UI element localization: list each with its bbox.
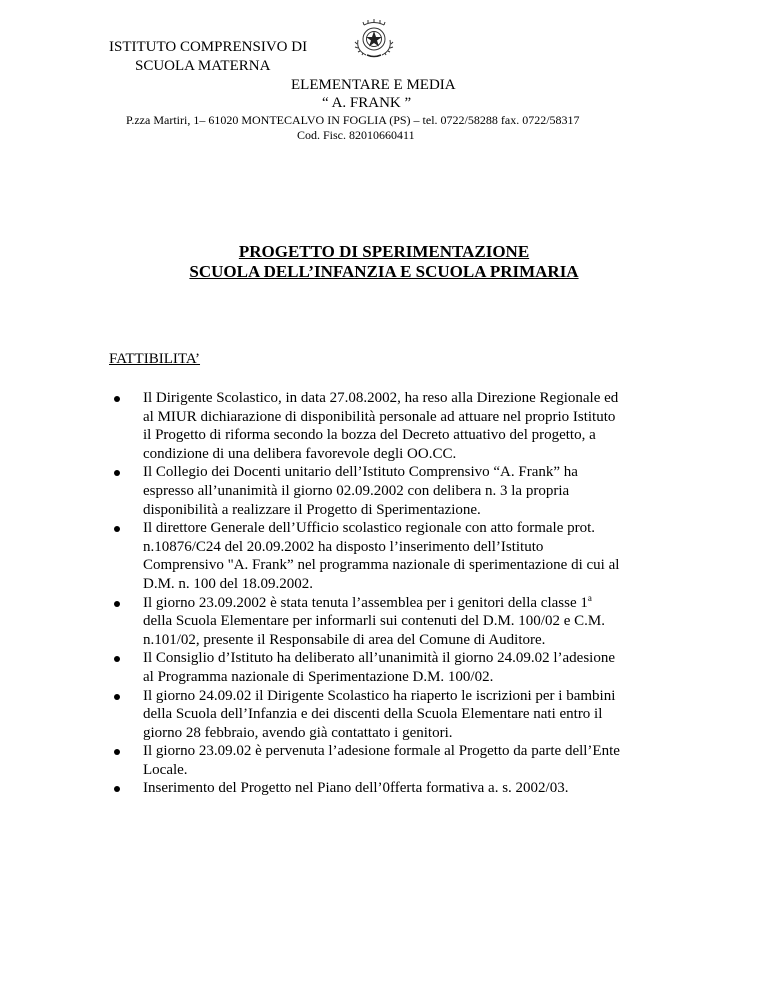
- list-item-text: Il giorno 23.09.2002 è stata tenuta l’assemblea per i genitori della classe 1: [143, 594, 588, 611]
- bullet-list: [112, 389, 672, 798]
- list-item-line: Inserimento del Progetto nel Piano dell’0fferta formativa a. s. 2002/03.: [143, 780, 569, 797]
- list-item-line: Il giorno 23.09.02 è pervenuta l’adesione formale al Progetto da parte dell’Ente: [143, 743, 620, 760]
- list-item-line: giorno 28 febbraio, avendo già contattato i genitori.: [143, 724, 453, 741]
- bullet-icon: [114, 694, 120, 700]
- list-item-line: Il giorno 24.09.02 il Dirigente Scolastico ha riaperto le iscrizioni per i bambini: [143, 687, 616, 704]
- document-title-line-2: SCUOLA DELL’INFANZIA E SCUOLA PRIMARIA: [189, 262, 579, 281]
- document-title-line-1: PROGETTO DI SPERIMENTAZIONE: [238, 242, 530, 261]
- list-item-line: Locale.: [143, 761, 188, 778]
- list-item-line: al MIUR dichiarazione di disponibilità personale ad attuare nel proprio Istituto: [143, 408, 616, 425]
- bullet-icon: [114, 396, 120, 402]
- list-item-line: Il direttore Generale dell’Ufficio scolastico regionale con atto formale prot.: [143, 520, 596, 537]
- bullet-icon: [114, 749, 120, 755]
- section-heading: FATTIBILITA’: [109, 351, 201, 367]
- list-item-line: condizione di una delibera favorevole degli OO.CC.: [143, 445, 457, 462]
- list-item-line: n.10876/C24 del 20.09.2002 ha disposto l’inserimento dell’Istituto: [143, 538, 544, 555]
- school-address: P.zza Martiri, 1– 61020 MONTECALVO IN FOGLIA (PS) – tel. 0722/58288 fax. 0722/58317: [126, 113, 580, 127]
- school-name-line-1: ISTITUTO COMPRENSIVO DI: [109, 39, 308, 55]
- list-item: [112, 594, 672, 650]
- list-item: [112, 742, 672, 779]
- list-item: [112, 389, 672, 463]
- list-item-line: Il Consiglio d’Istituto ha deliberato all’unanimità il giorno 24.09.02 l’adesione: [143, 650, 615, 667]
- list-item-line: della Scuola Elementare per informarli sui contenuti del D.M. 100/02 e C.M.: [143, 613, 605, 630]
- italian-republic-emblem-icon: [352, 18, 396, 58]
- list-item: [112, 649, 672, 686]
- list-item-line: [143, 594, 672, 613]
- bullet-icon: [114, 470, 120, 476]
- bullet-icon: [114, 656, 120, 662]
- list-item-line: n.101/02, presente il Responsabile di area del Comune di Auditore.: [143, 631, 546, 648]
- list-item: [112, 687, 672, 743]
- list-item-line: Comprensivo "A. Frank” nel programma nazionale di sperimentazione di cui al: [143, 557, 620, 574]
- list-item: [112, 779, 672, 798]
- list-item-line: Il Dirigente Scolastico, in data 27.08.2002, ha reso alla Direzione Regionale ed: [143, 390, 619, 406]
- list-item-line: il Progetto di riforma secondo la bozza del Decreto attuativo del progetto, a: [143, 427, 596, 444]
- list-item-line: espresso all’unanimità il giorno 02.09.2002 con delibera n. 3 la propria: [143, 482, 570, 499]
- bullet-icon: [114, 601, 120, 607]
- school-name-line-3: ELEMENTARE E MEDIA: [291, 77, 456, 93]
- school-name-line-2: SCUOLA MATERNA: [135, 58, 271, 74]
- bullet-icon: [114, 526, 120, 532]
- list-item-line: Il Collegio dei Docenti unitario dell’Istituto Comprensivo “A. Frank” ha: [143, 464, 578, 481]
- bullet-icon: [114, 786, 120, 792]
- school-name-line-4: “ A. FRANK ”: [322, 95, 412, 111]
- list-item-line: della Scuola dell’Infanzia e dei discenti della Scuola Elementare nati entro il: [143, 706, 603, 723]
- list-item: [112, 463, 672, 519]
- list-item-line: al Programma nazionale di Sperimentazione D.M. 100/02.: [143, 668, 494, 685]
- fiscal-code: Cod. Fisc. 82010660411: [297, 128, 415, 142]
- list-item-line: disponibilità a realizzare il Progetto di Sperimentazione.: [143, 501, 481, 518]
- superscript: a: [587, 592, 592, 603]
- list-item: [112, 519, 672, 593]
- list-item-line: D.M. n. 100 del 18.09.2002.: [143, 575, 313, 592]
